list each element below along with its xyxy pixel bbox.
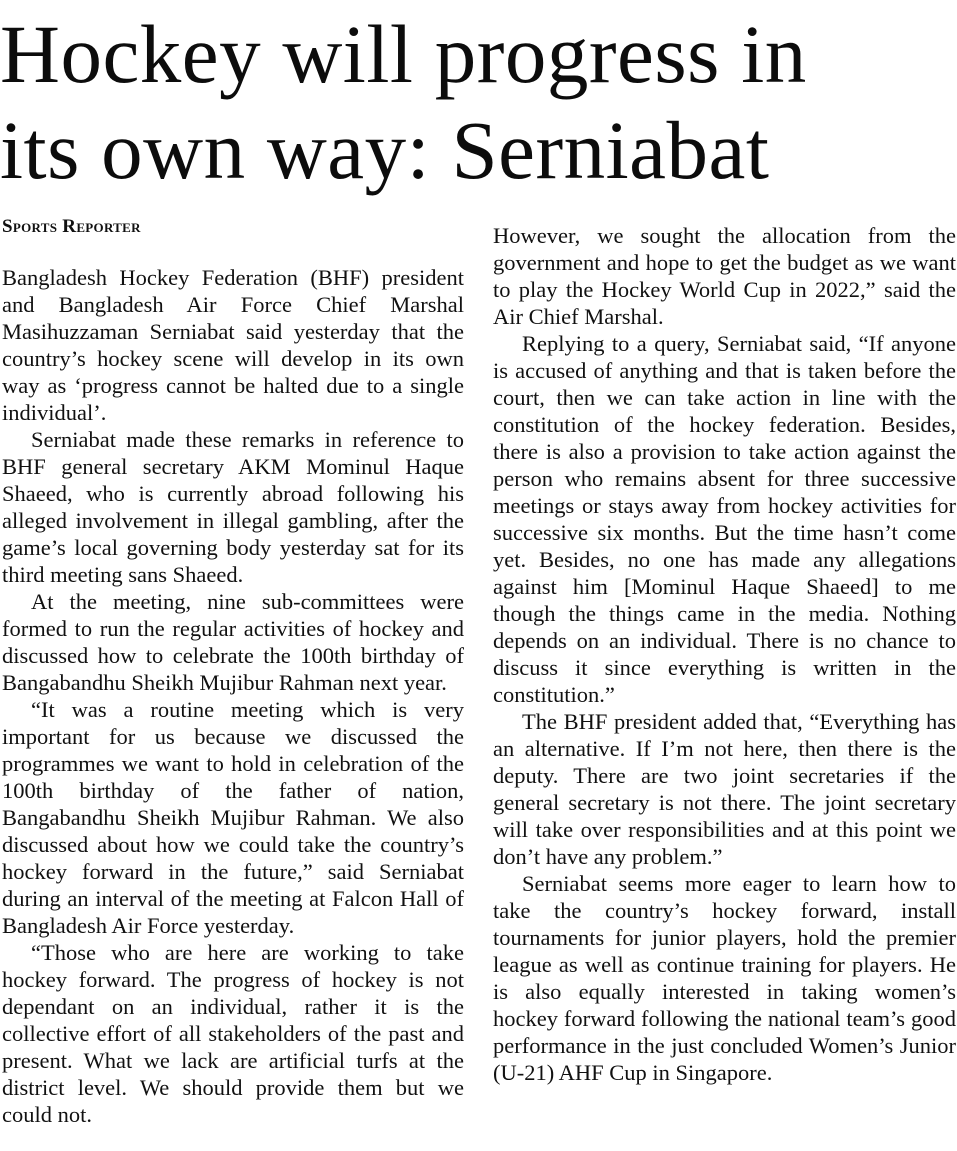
paragraph-4: “It was a routine meeting which is very important for us because we discussed the programmes we want to hold in celebration of the 100th birthday of the father of nation, Bangabandhu Sheikh Mujibur Rahman. We also discussed about how we could take the country’s hockey forward in the future,” said Serniabat during an interval of the meeting at Falcon Hall of Bangladesh Air Force yesterday. (2, 697, 464, 938)
paragraph-8: Serniabat seems more eager to learn how to take the country’s hockey forward, install tournaments for junior players, hold the premier league as well as continue training for players. He is also equally interested in taking women’s hockey forward following the national team’s good performance in the just concluded Women’s Junior (U-21) AHF Cup in Singapore. (493, 871, 956, 1085)
headline-line-1: Hockey will progress in (0, 8, 807, 100)
paragraph-6: Replying to a query, Serniabat said, “If anyone is accused of anything and that is taken before the court, then we can take action in line with the constitution of the hockey federation. Besides, there is also a provision to take action against the person who remains absent for three successive meetings or stays away from hockey activities for successive six months. But the time hasn’t come yet. Besides, no one has made any allegations against him [Mominul Haque Shaeed] to me though the things came in the media. Nothing depends on an individual. There is no chance to discuss it since everything is written in the constitution.” (493, 331, 956, 707)
headline-line-2: its own way: Serniabat (0, 104, 770, 196)
article-column-right (493, 222, 956, 1086)
headline (0, 6, 957, 198)
article-column-left (2, 264, 464, 1128)
paragraph-1: Bangladesh Hockey Federation (BHF) president and Bangladesh Air Force Chief Marshal Masihuzzaman Serniabat said yesterday that the country’s hockey scene will develop in its own way as ‘progress cannot be halted due to a single individual’. (2, 265, 464, 425)
paragraph-3: At the meeting, nine sub-committees were formed to run the regular activities of hockey and discussed how to celebrate the 100th birthday of Bangabandhu Sheikh Mujibur Rahman next year. (2, 589, 464, 695)
paragraph-5-continued: However, we sought the allocation from the government and hope to get the budget as we want to play the Hockey World Cup in 2022,” said the Air Chief Marshal. (493, 223, 956, 329)
paragraph-5: “Those who are here are working to take hockey forward. The progress of hockey is not dependant on an individual, rather it is the collective effort of all stakeholders of the past and present. What we lack are artificial turfs at the district level. We should provide them but we could not. (2, 940, 464, 1127)
paragraph-7: The BHF president added that, “Everything has an alternative. If I’m not here, then there is the deputy. There are two joint secretaries if the general secretary is not there. The joint secretary will take over responsibilities and at this point we don’t have any problem.” (493, 709, 956, 869)
byline: Sports Reporter (2, 216, 141, 237)
paragraph-2: Serniabat made these remarks in reference to BHF general secretary AKM Mominul Haque Shaeed, who is currently abroad following his alleged involvement in illegal gambling, after the game’s local governing body yesterday sat for its third meeting sans Shaeed. (2, 427, 464, 587)
